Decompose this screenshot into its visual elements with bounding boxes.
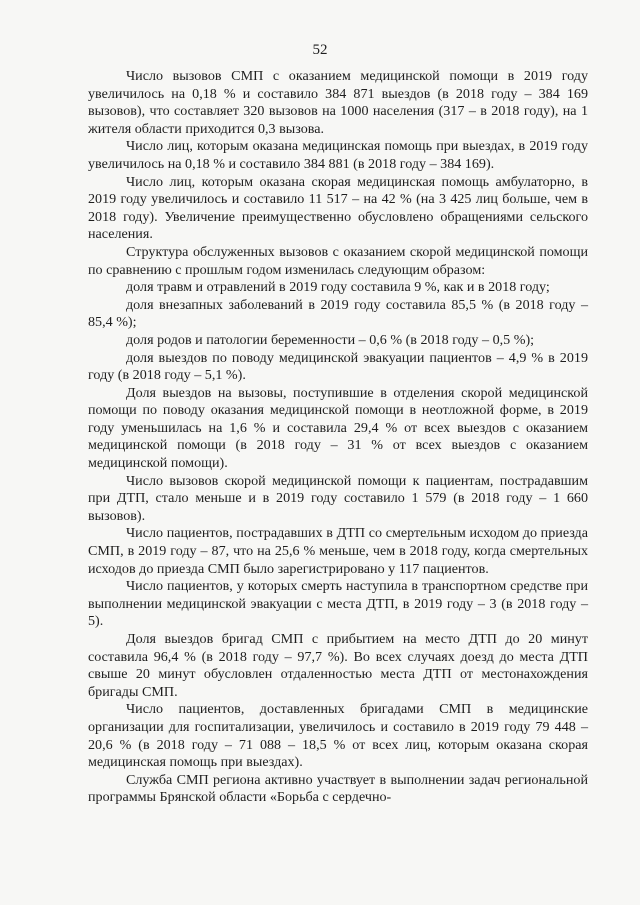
paragraph: Служба СМП региона активно участвует в выполнении задач региональной программы Брянской области «Борьба с сердечно- <box>88 771 588 806</box>
paragraph: Число лиц, которым оказана медицинская помощь при выездах, в 2019 году увеличилось на 0,18 % и составило 384 881 (в 2018 году – 384 169). <box>88 138 588 172</box>
paragraph: Доля выездов на вызовы, поступившие в отделения скорой медицинской помощи по поводу оказания медицинской помощи в неотложной форме, в 2019 году уменьшилась на 1,6 % и составила 29,4 % от всех выездов с оказанием медицинской помощи (в 2018 году – 31 % от всех выездов с оказанием медицинской помощи). <box>88 384 588 472</box>
paragraph: Число вызовов СМП с оказанием медицинской помощи в 2019 году увеличилось на 0,18 % и составило 384 871 выездов (в 2018 году – 384 169 вызовов), что составляет 320 вызовов на 1000 населения (317 – в 2018 году), на 1 жителя области приходится 0,3 вызова. <box>88 68 588 137</box>
paragraph: Число пациентов, у которых смерть наступила в транспортном средстве при выполнении медицинской эвакуации с места ДТП, в 2019 году – 3 (в 2018 году – 5). <box>88 578 588 630</box>
paragraph: Число пациентов, пострадавших в ДТП со смертельным исходом до приезда СМП, в 2019 году – 87, что на 25,6 % меньше, чем в 2018 году, когда смертельных исходов до приезда СМП было зарегистрировано у 117 пациентов. <box>88 525 588 577</box>
paragraph: Число пациентов, доставленных бригадами СМП в медицинские организации для госпитализации, увеличилось и составило в 2019 году 79 448 – 20,6 % (в 2018 году – 71 088 – 18,5 % от всех лиц, которым оказана скорая медицинская помощь при выездах). <box>88 701 588 771</box>
body-text <box>88 68 588 807</box>
paragraph: Число вызовов скорой медицинской помощи к пациентам, пострадавшим при ДТП, стало меньше и в 2019 году составило 1 579 (в 2018 году – 1 660 вызовов). <box>88 472 588 524</box>
paragraph: доля родов и патологии беременности – 0,6 % (в 2018 году – 0,5 %); <box>126 331 535 348</box>
page-number: 52 <box>312 42 328 58</box>
paragraph: доля выездов по поводу медицинской эвакуации пациентов – 4,9 % в 2019 году (в 2018 году – 5,1 %). <box>88 349 588 384</box>
paragraph: доля травм и отравлений в 2019 году составила 9 %, как и в 2018 году; <box>126 279 550 296</box>
paragraph: Структура обслуженных вызовов с оказанием скорой медицинской помощи по сравнению с прошлым годом изменилась следующим образом: <box>88 243 588 278</box>
paragraph: Число лиц, которым оказана скорая медицинская помощь амбулаторно, в 2019 году увеличилось и составило 11 517 – на 42 % (на 3 425 лиц больше, чем в 2018 году). Увеличение преимущественно обусловлено обращениями сельского населения. <box>88 173 588 243</box>
paragraph: доля внезапных заболеваний в 2019 году составила 85,5 % (в 2018 году – 85,4 %); <box>88 296 588 331</box>
paragraph: Доля выездов бригад СМП с прибытием на место ДТП до 20 минут составила 96,4 % (в 2018 году – 97,7 %). Во всех случаях доезд до места ДТП свыше 20 минут обусловлен отдаленностью места ДТП от местонахождения бригады СМП. <box>88 631 588 700</box>
